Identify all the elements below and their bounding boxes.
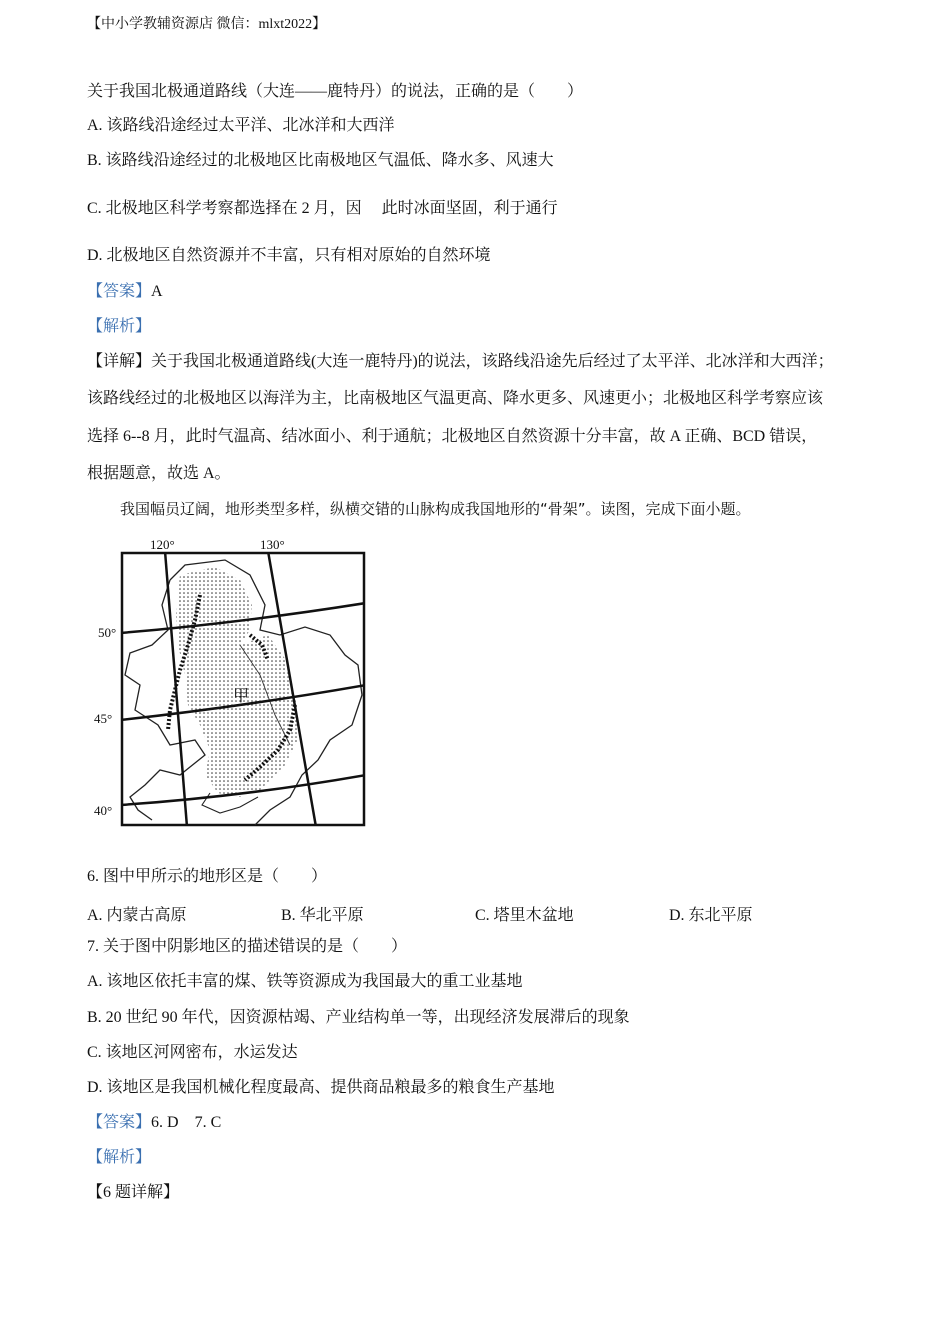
question-5-stem: 关于我国北极通道路线（大连——鹿特丹）的说法，正确的是（ ）	[87, 83, 584, 100]
region-label-jia: 甲	[233, 686, 250, 705]
q5-option-b: B. 该路线沿途经过的北极地区比南极地区气温低、降水多、风速大	[87, 152, 554, 169]
q5-option-d: D. 北极地区自然资源并不丰富，只有相对原始的自然环境	[87, 247, 491, 264]
detail-text-1: 关于我国北极通道路线(大连一鹿特丹)的说法，该路线沿途先后经过了太平洋、北冰洋和大西洋；	[151, 353, 834, 370]
q5-detail-line-4: 根据题意，故选 A。	[87, 465, 231, 482]
q6-option-c: C. 塔里木盆地	[475, 907, 574, 924]
lon-label-130: 130°	[260, 537, 285, 552]
header-watermark: 【中小学教辅资源店 微信：mlxt2022】	[87, 17, 327, 32]
q5-answer	[87, 282, 163, 302]
q5-option-c: C. 北极地区科学考察都选择在 2 月，因 此时冰面坚固，利于通行	[87, 200, 558, 217]
q6-option-d: D. 东北平原	[669, 907, 753, 924]
lon-label-120: 120°	[150, 537, 175, 552]
answers2-text: 6. D 7. C	[151, 1114, 222, 1131]
answers-6-7	[87, 1113, 221, 1133]
answer-tag: 【答案】	[87, 283, 152, 300]
q7-option-b: B. 20 世纪 90 年代，因资源枯竭、产业结构单一等，出现经济发展滞后的现象	[87, 1009, 630, 1026]
q5-analysis-tag: 【解析】	[87, 318, 152, 335]
question-7-stem: 7. 关于图中阴影地区的描述错误的是（ ）	[87, 938, 408, 955]
question-6-stem: 6. 图中甲所示的地形区是（ ）	[87, 868, 328, 885]
q6-option-a: A. 内蒙古高原	[87, 907, 187, 924]
q7-option-a: A. 该地区依托丰富的煤、铁等资源成为我国最大的重工业基地	[87, 973, 523, 990]
detail-tag: 【详解】	[87, 353, 152, 370]
detail6-tag: 【6 题详解】	[87, 1184, 180, 1201]
answer-value: A	[151, 283, 163, 300]
answers2-tag: 【答案】	[87, 1114, 152, 1131]
q6-option-b: B. 华北平原	[281, 907, 364, 924]
q5-detail-line-1	[87, 352, 834, 372]
analysis2-tag: 【解析】	[87, 1149, 152, 1166]
q7-option-d: D. 该地区是我国机械化程度最高、提供商品粮最多的粮食生产基地	[87, 1079, 555, 1096]
lat-label-50: 50°	[98, 625, 117, 640]
northeast-china-map	[90, 535, 380, 835]
lat-label-40: 40°	[94, 803, 113, 818]
q7-option-c: C. 该地区河网密布，水运发达	[87, 1044, 298, 1061]
q5-detail-line-3: 选择 6--8 月，此时气温高、结冰面小、利于通航；北极地区自然资源十分丰富，故 A 正确、BCD 错误，	[87, 428, 818, 445]
lat-label-45: 45°	[94, 711, 113, 726]
group-intro: 我国幅员辽阔，地形类型多样，纵横交错的山脉构成我国地形的“骨架”。读图，完成下面小题。	[120, 500, 751, 518]
q5-detail-line-2: 该路线经过的北极地区以海洋为主，比南极地区气温更高、降水更多、风速更小；北极地区科学考察应该	[87, 390, 824, 407]
q5-option-a: A. 该路线沿途经过太平洋、北冰洋和大西洋	[87, 117, 395, 134]
